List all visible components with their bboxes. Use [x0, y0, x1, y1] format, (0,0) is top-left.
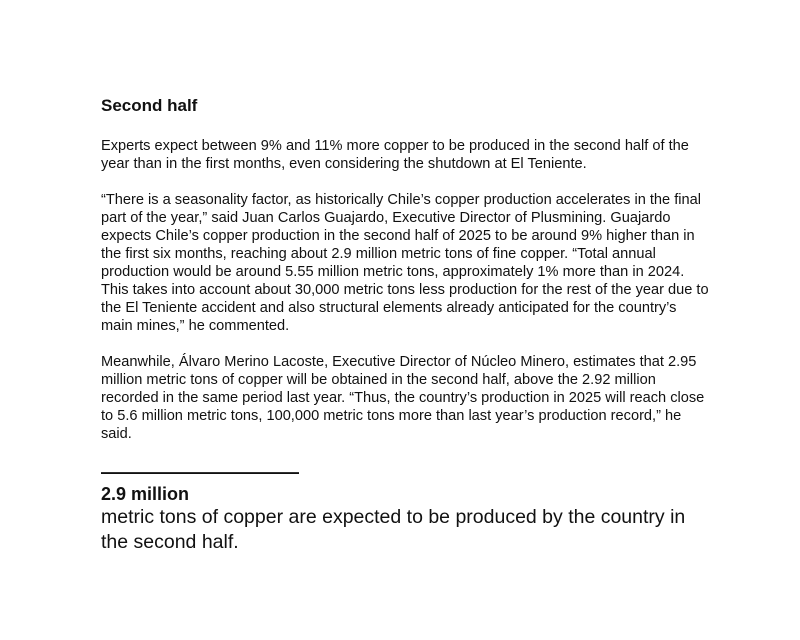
highlight-value: 2.9 million [101, 484, 190, 504]
highlight-caption: metric tons of copper are expected to be produced by the country in the second half. [101, 506, 686, 553]
paragraph-3: Meanwhile, Álvaro Merino Lacoste, Executive Director of Núcleo Minero, estimates that 2.95 million metric tons of copper will be obtained in the second half, above the 2.92 million recorded in the same period last year. “Thus, the country’s production in 2025 will reach close to 5.6 million metric tons, 100,000 metric tons more than last year’s production record,” he said. [101, 354, 705, 442]
paragraph-1: Experts expect between 9% and 11% more copper to be produced in the second half of the year than in the first months, even considering the shutdown at El Teniente. [101, 138, 689, 172]
dash-divider: ——————————— [101, 462, 299, 482]
section-heading: Second half [101, 96, 198, 115]
article-body [101, 95, 711, 555]
paragraph-2: “There is a seasonality factor, as historically Chile’s copper production accelerates in the final part of the year,” said Juan Carlos Guajardo, Executive Director of Plusmining. Guajardo expects Chile’s copper production in the second half of 2025 to be around 9% higher than in the first six months, reaching about 2.9 million metric tons of fine copper. “Total annual production would be around 5.55 million metric tons, approximately 1% more than in 2024. This takes into account about 30,000 metric tons less production for the rest of the year due to the El Teniente accident and also structural elements already anticipated for the country’s main mines,” he commented. [101, 192, 709, 334]
